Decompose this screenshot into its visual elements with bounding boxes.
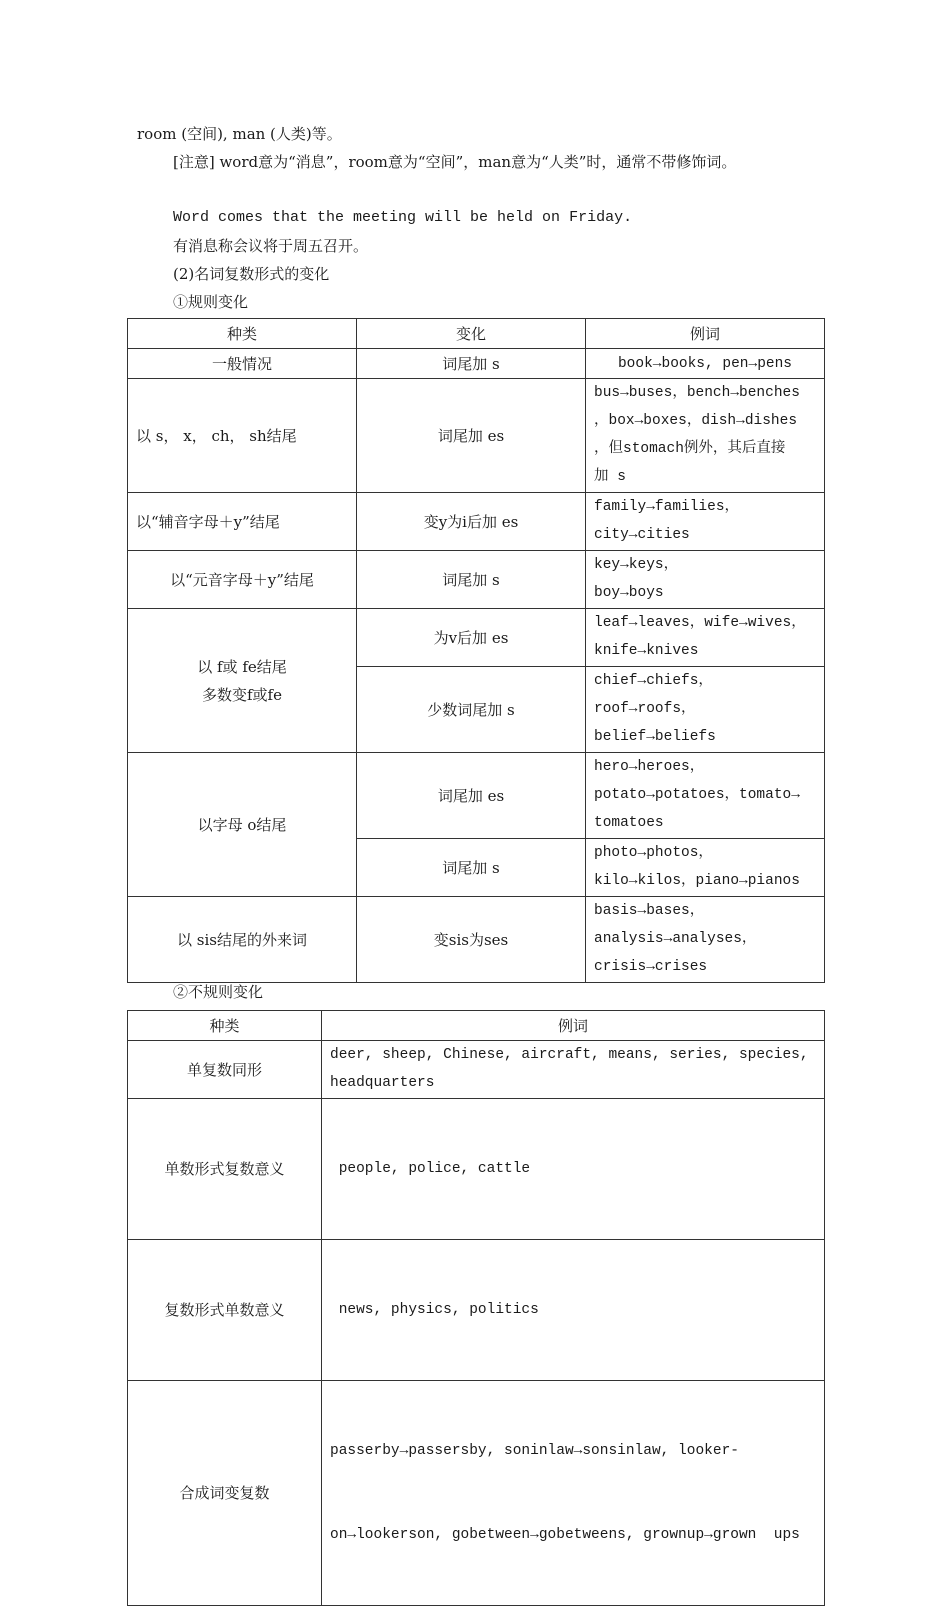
- header-type: 种类: [128, 319, 357, 349]
- row-change: 词尾加 es: [357, 753, 586, 839]
- section-heading: (2)名词复数形式的变化: [173, 265, 330, 283]
- example-line: photo→photos，: [594, 845, 713, 861]
- table-row: [128, 379, 825, 493]
- example-line: news, physics, politics: [330, 1302, 539, 1318]
- row-examples: [322, 1240, 825, 1381]
- example-line: ，box→boxes，dish→dishes: [594, 413, 798, 429]
- note-paragraph: [注意] word意为“消息”，room意为“空间”，man意为“人类”时，通常不带修饰词。: [173, 153, 737, 171]
- example-line: on→lookerson, gobetween→gobetweens, grownup→grown ups: [330, 1527, 800, 1543]
- example-line: crisis→crises: [594, 959, 708, 975]
- table-row: [128, 1240, 825, 1381]
- intro-line: room (空间), man (人类)等。: [137, 125, 342, 143]
- table-header-row: [128, 319, 825, 349]
- example-line: chief→chiefs，: [594, 673, 713, 689]
- row-examples: [586, 349, 825, 379]
- table-row: [128, 897, 825, 983]
- example-line: knife→knives: [594, 643, 699, 659]
- row-type: 以 s， x， ch， sh结尾: [128, 379, 357, 493]
- regular-change-table: [127, 318, 825, 983]
- table-row: [128, 551, 825, 609]
- example-english: Word comes that the meeting will be held on Friday.: [173, 209, 633, 226]
- example-line: tomatoes: [594, 815, 664, 831]
- table-row: [128, 1381, 825, 1606]
- table-row: [128, 493, 825, 551]
- row-change: 变sis为ses: [357, 897, 586, 983]
- header-examples: 例词: [322, 1011, 825, 1041]
- irregular-heading: ②不规则变化: [173, 983, 264, 1001]
- example-line: key→keys，: [594, 557, 679, 573]
- row-type: 一般情况: [128, 349, 357, 379]
- row-examples: [322, 1381, 825, 1606]
- row-type: 以“辅音字母＋y”结尾: [128, 493, 357, 551]
- row-examples: [586, 897, 825, 983]
- example-line: roof→roofs，: [594, 701, 696, 717]
- row-type: 以“元音字母＋y”结尾: [128, 551, 357, 609]
- table-row: [128, 753, 825, 839]
- row-change: 少数词尾加 s: [357, 667, 586, 753]
- row-change: 为v后加 es: [357, 609, 586, 667]
- row-change: 变y为i后加 es: [357, 493, 586, 551]
- row-examples: [322, 1099, 825, 1240]
- example-line: potato→potatoes，tomato→: [594, 787, 800, 803]
- row-type: 单复数同形: [128, 1041, 322, 1099]
- example-line: family→families，: [594, 499, 740, 515]
- row-examples: [586, 379, 825, 493]
- row-examples: [586, 753, 825, 839]
- row-examples: [322, 1041, 825, 1099]
- row-change: 词尾加 s: [357, 349, 586, 379]
- row-type: 以 f或 fe结尾 多数变f或fe: [128, 609, 357, 753]
- row-examples: [586, 839, 825, 897]
- irregular-change-table: [127, 1010, 825, 1606]
- header-examples: 例词: [586, 319, 825, 349]
- row-examples: [586, 667, 825, 753]
- table-row: [128, 1099, 825, 1240]
- regular-heading: ①规则变化: [173, 293, 249, 311]
- example-line: people, police, cattle: [330, 1161, 531, 1177]
- example-line: 加 s: [594, 469, 626, 485]
- row-examples: [586, 609, 825, 667]
- row-type: 单数形式复数意义: [128, 1099, 322, 1240]
- row-type: 合成词变复数: [128, 1381, 322, 1606]
- header-change: 变化: [357, 319, 586, 349]
- example-line: kilo→kilos，piano→pianos: [594, 873, 800, 889]
- example-line: city→cities: [594, 527, 690, 543]
- table-row: [128, 609, 825, 667]
- table-row: [128, 1041, 825, 1099]
- example-line: bus→buses，bench→benches: [594, 385, 800, 401]
- table-row: [128, 349, 825, 379]
- example-line: book→books, pen→pens: [617, 355, 793, 372]
- example-line: analysis→analyses，: [594, 931, 757, 947]
- header-type: 种类: [128, 1011, 322, 1041]
- example-line: leaf→leaves，wife→wives，: [594, 615, 806, 631]
- example-line: basis→bases，: [594, 903, 705, 919]
- row-change: 词尾加 es: [357, 379, 586, 493]
- example-line: headquarters: [330, 1075, 435, 1091]
- row-examples: [586, 493, 825, 551]
- table-header-row: [128, 1011, 825, 1041]
- example-line: ，但stomach例外，其后直接: [594, 441, 786, 457]
- row-type: 复数形式单数意义: [128, 1240, 322, 1381]
- row-type: 以 sis结尾的外来词: [128, 897, 357, 983]
- example-chinese: 有消息称会议将于周五召开。: [173, 237, 369, 255]
- example-line: belief→beliefs: [594, 729, 716, 745]
- row-change: 词尾加 s: [357, 839, 586, 897]
- example-line: boy→boys: [594, 585, 664, 601]
- row-change: 词尾加 s: [357, 551, 586, 609]
- row-examples: [586, 551, 825, 609]
- example-line: hero→heroes，: [594, 759, 705, 775]
- example-line: deer, sheep, Chinese, aircraft, means, series, species,: [330, 1047, 809, 1063]
- example-line: passerby→passersby, soninlaw→sonsinlaw, looker-: [330, 1443, 739, 1459]
- row-type: 以字母 o结尾: [128, 753, 357, 897]
